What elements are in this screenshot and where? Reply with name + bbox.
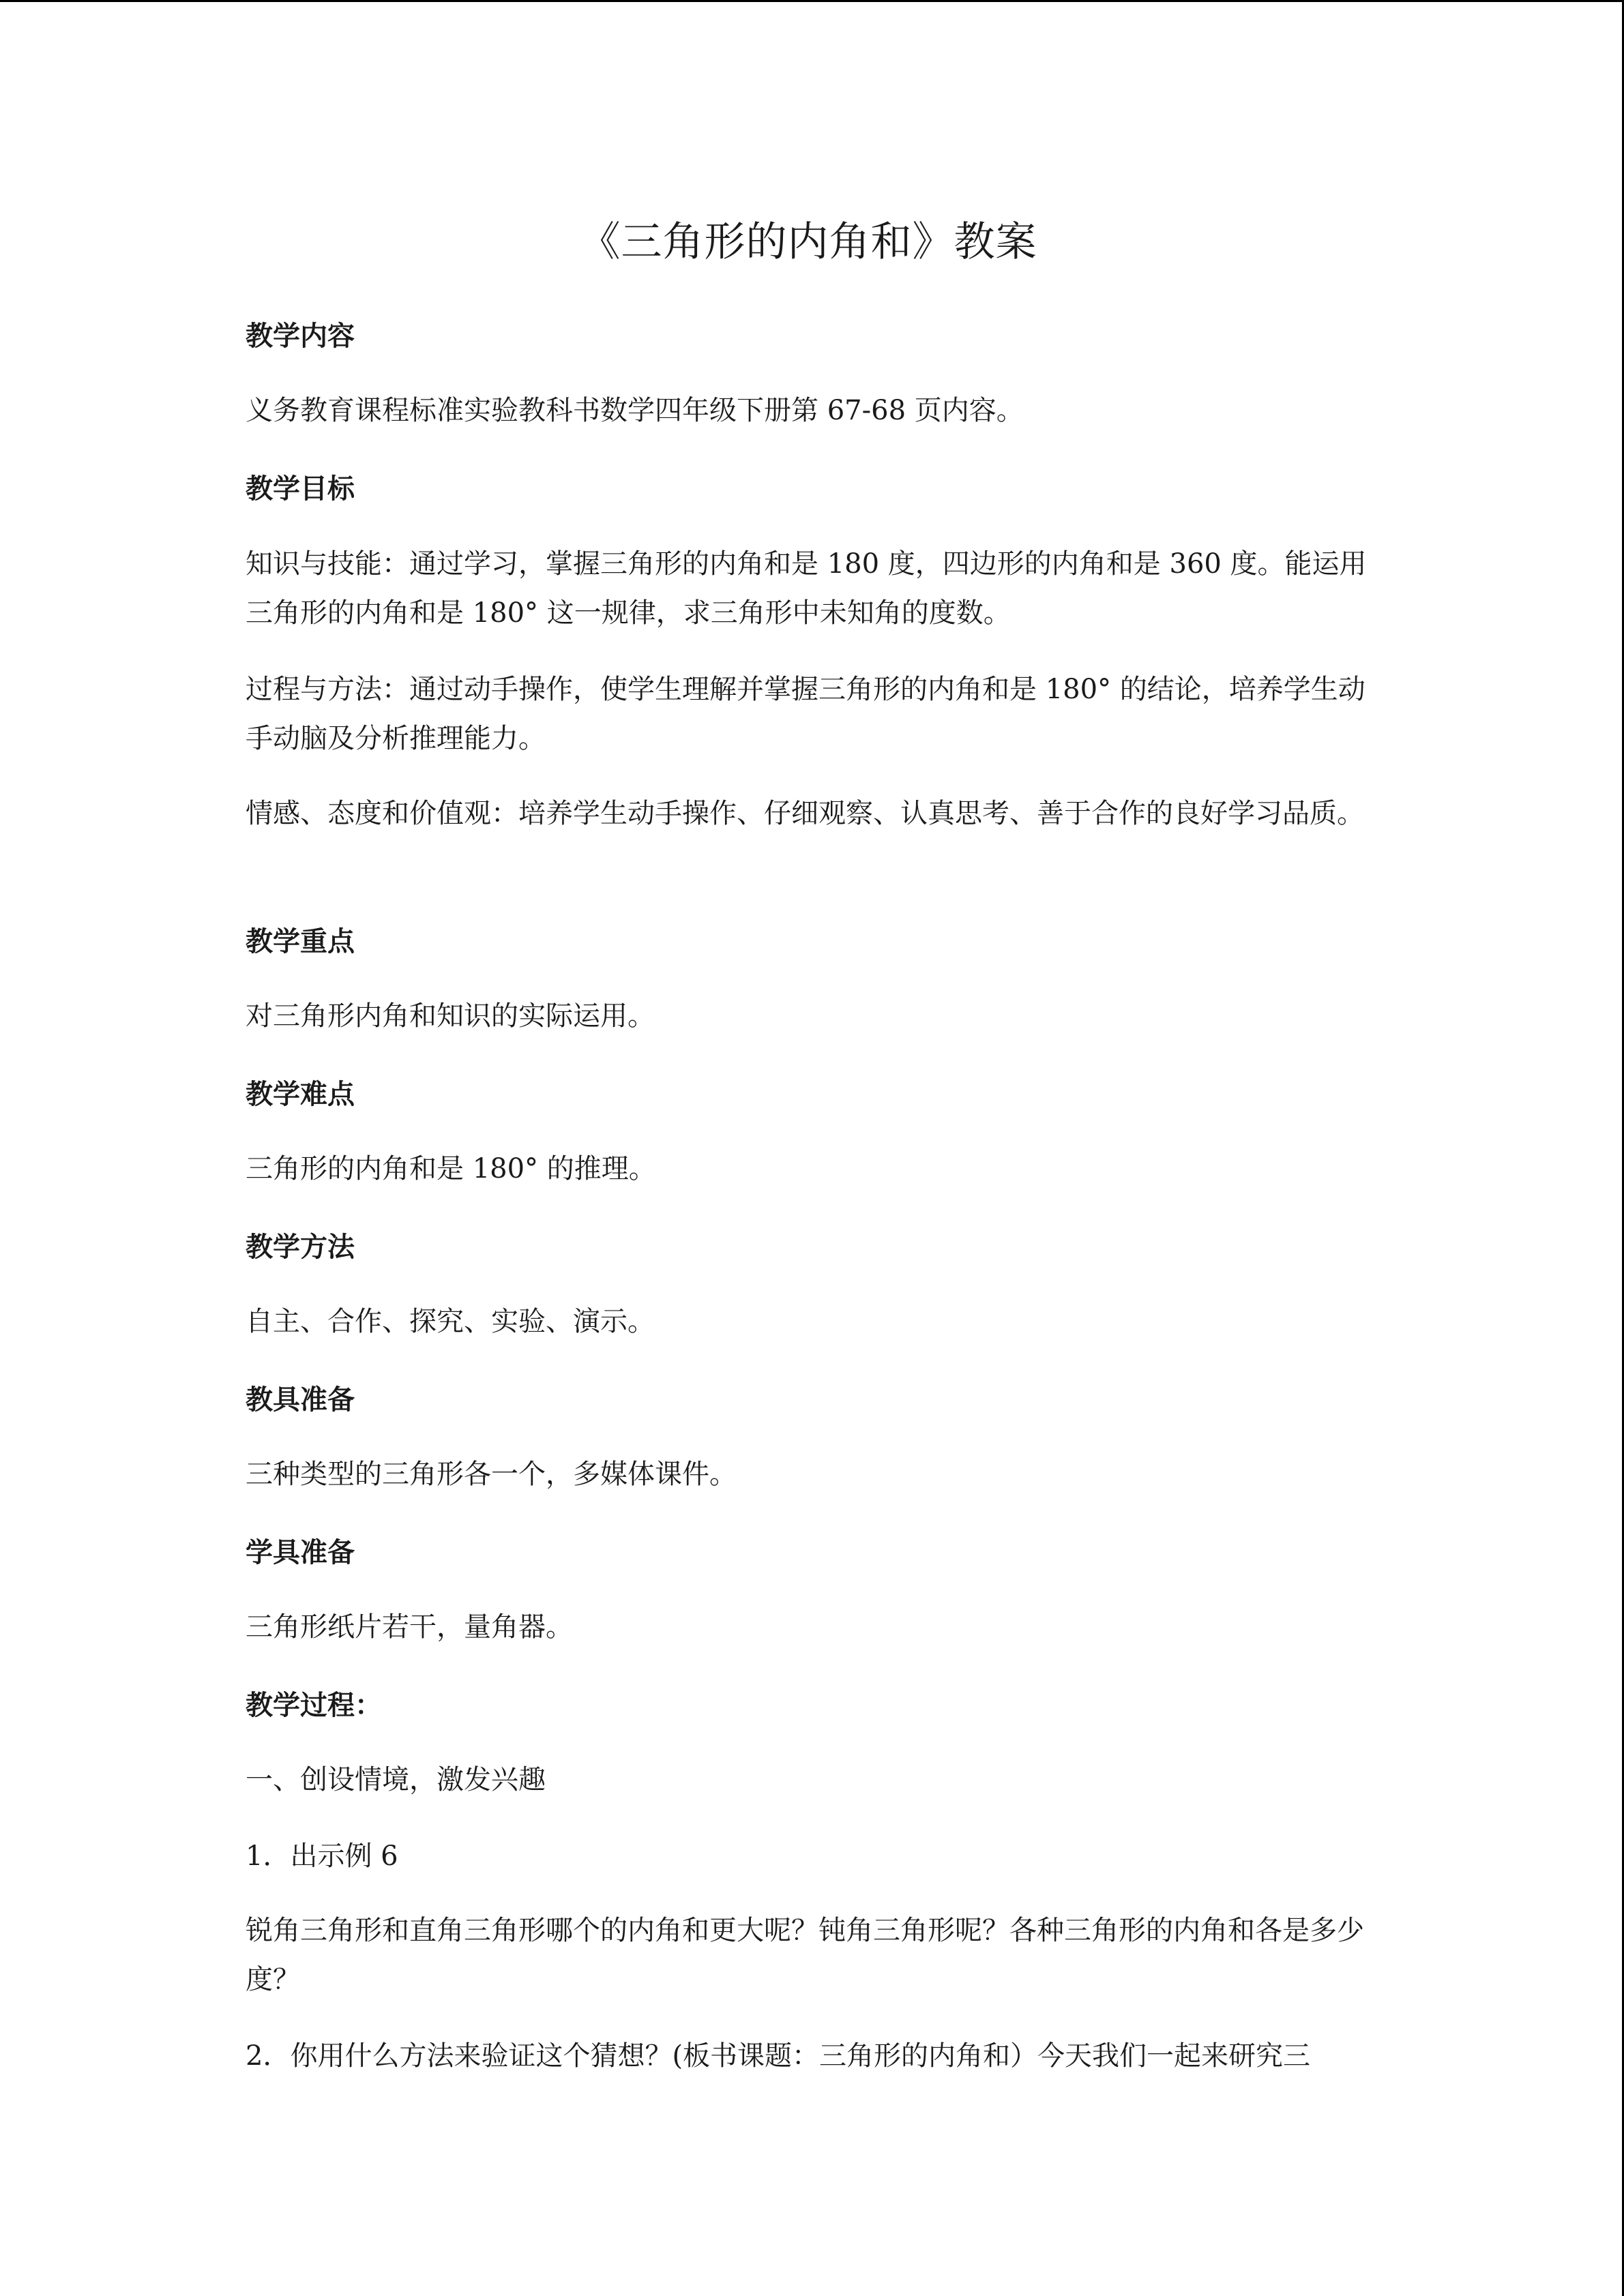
paragraph-key-points: 对三角形内角和知识的实际运用。	[246, 1000, 655, 1032]
document-title: 《三角形的内角和》教案	[579, 218, 1037, 266]
section-heading-goals: 教学目标	[246, 473, 355, 505]
paragraph-student-tools: 三角形纸片若干，量角器。	[246, 1611, 573, 1643]
section-heading-student-tools: 学具准备	[246, 1536, 355, 1568]
paragraph-teacher-tools: 三种类型的三角形各一个，多媒体课件。	[246, 1459, 737, 1490]
section-heading-difficulties: 教学难点	[246, 1078, 355, 1110]
paragraph-goal-process: 过程与方法：通过动手操作，使学生理解并掌握三角形的内角和是 180° 的结论，培养学生动手动脑及分析推理能力。	[246, 674, 1365, 754]
paragraph-methods: 自主、合作、探究、实验、演示。	[246, 1306, 655, 1337]
paragraph-goal-knowledge: 知识与技能：通过学习，掌握三角形的内角和是 180 度，四边形的内角和是 360 度。能运用三角形的内角和是 180° 这一规律，求三角形中未知角的度数。	[246, 548, 1367, 629]
section-heading-methods: 教学方法	[246, 1231, 355, 1263]
paragraph-process-item1: 1．出示例 6	[246, 1840, 398, 1872]
paragraph-goal-emotion: 情感、态度和价值观：培养学生动手操作、仔细观察、认真思考、善于合作的良好学习品质。	[246, 798, 1364, 829]
section-heading-process: 教学过程：	[246, 1689, 382, 1721]
paragraph-process-step1: 一、创设情境，激发兴趣	[246, 1764, 546, 1795]
paragraph-process-question: 锐角三角形和直角三角形哪个的内角和更大呢？钝角三角形呢？各种三角形的内角和各是多少度？	[246, 1915, 1364, 1995]
paragraph-content: 义务教育课程标准实验教科书数学四年级下册第 67-68 页内容。	[246, 395, 1024, 426]
paragraph-difficulties: 三角形的内角和是 180° 的推理。	[246, 1153, 656, 1184]
section-heading-key-points: 教学重点	[246, 925, 355, 957]
section-heading-teacher-tools: 教具准备	[246, 1384, 355, 1416]
paragraph-process-item2: 2．你用什么方法来验证这个猜想？(板书课题：三角形的内角和）今天我们一起来研究三	[246, 2040, 1311, 2072]
section-heading-content: 教学内容	[246, 320, 355, 352]
